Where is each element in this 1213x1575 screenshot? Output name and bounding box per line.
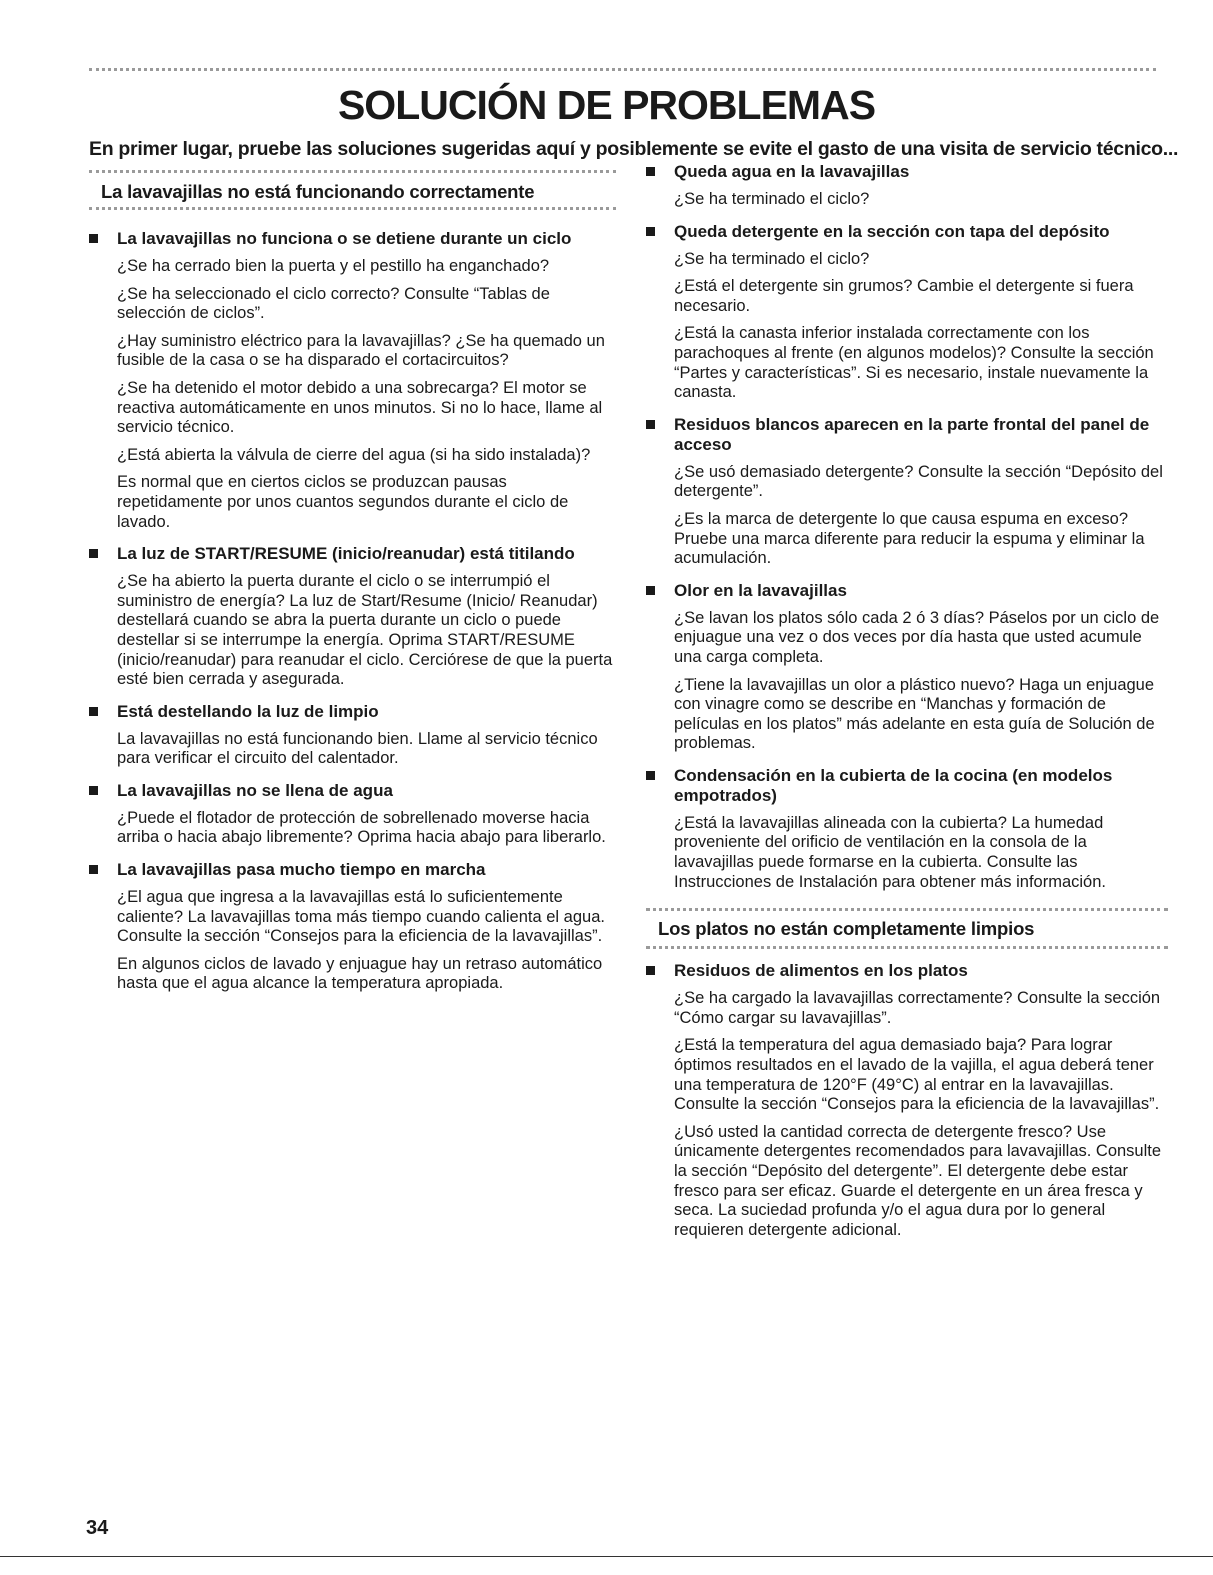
item-paragraph: ¿Se lavan los platos sólo cada 2 ó 3 días? Páselos por un ciclo de enjuague una vez o dos veces por día hasta que usted acumule una carga completa. xyxy=(674,608,1160,666)
item-heading: Está destellando la luz de limpio xyxy=(117,701,379,721)
page-number: 34 xyxy=(86,1517,109,1539)
bullet-icon xyxy=(89,234,98,243)
right-items xyxy=(646,162,1168,892)
section-title-left: La lavavajillas no está funcionando correctamente xyxy=(101,181,535,202)
bullet-icon xyxy=(89,786,98,795)
trouble-item xyxy=(89,860,616,994)
item-heading: La lavavajillas pasa mucho tiempo en marcha xyxy=(117,860,486,880)
left-column xyxy=(89,181,616,994)
item-paragraph: La lavavajillas no está funcionando bien. Llame al servicio técnico para verificar el circuito del calentador. xyxy=(117,729,598,768)
trouble-item xyxy=(646,222,1168,403)
top-divider xyxy=(89,68,1156,71)
page-title: SOLUCIÓN DE PROBLEMAS xyxy=(337,82,876,128)
bullet-icon xyxy=(646,167,655,176)
trouble-item xyxy=(89,781,616,848)
right-column xyxy=(646,162,1168,1240)
item-paragraph: ¿El agua que ingresa a la lavavajillas está lo suficientemente caliente? La lavavajillas toma más tiempo cuando calienta el agua. Consulte la sección “Consejos para la eficiencia de la lavavajillas”. xyxy=(117,888,605,946)
section-title-right: Los platos no están completamente limpios xyxy=(658,918,1035,940)
item-paragraph: ¿Está abierta la válvula de cierre del agua (si ha sido instalada)? xyxy=(117,445,591,464)
bullet-icon xyxy=(89,865,98,874)
item-paragraph: ¿Se ha terminado el ciclo? xyxy=(674,190,870,208)
bullet-icon xyxy=(89,707,98,716)
item-paragraph: ¿Se usó demasiado detergente? Consulte la sección “Depósito del detergente”. xyxy=(674,462,1163,501)
item-paragraph: ¿Está el detergente sin grumos? Cambie el detergente si fuera necesario. xyxy=(674,277,1134,315)
right-items-2 xyxy=(646,961,1168,1240)
item-paragraph: ¿Se ha cerrado bien la puerta y el pestillo ha enganchado? xyxy=(117,257,550,275)
item-paragraph: ¿Hay suministro eléctrico para la lavavajillas? ¿Se ha quemado un fusible de la casa o se ha disparado el cortacircuitos? xyxy=(117,331,605,370)
item-paragraph: ¿Está la lavavajillas alineada con la cubierta? La humedad proveniente del orificio de ventilación en la consola de la lavavajillas puede formarse en la cubierta. Consulte las Instrucciones de Instalación para obtener más información. xyxy=(674,813,1106,891)
item-heading: Residuos blancos aparecen en la parte frontal del panel de acceso xyxy=(674,414,1150,454)
trouble-item xyxy=(89,544,616,690)
section-divider-right-bottom xyxy=(646,946,1168,949)
section-divider-left-top xyxy=(89,170,616,173)
trouble-item xyxy=(646,162,1168,210)
item-paragraph: ¿Está la canasta inferior instalada correctamente con los parachoques al frente (en algunos modelos)? Consulte la sección “Partes y características”. Si es necesario, instale nuevamente la canasta. xyxy=(674,324,1154,402)
item-heading: Condensación en la cubierta de la cocina (en modelos empotrados) xyxy=(674,765,1113,805)
item-paragraph: ¿Se ha detenido el motor debido a una sobrecarga? El motor se reactiva automáticamente en unos minutos. Si no lo hace, llame al servicio técnico. xyxy=(117,378,603,437)
item-paragraph: ¿Se ha seleccionado el ciclo correcto? Consulte “Tablas de selección de ciclos”. xyxy=(117,284,550,323)
item-paragraph: ¿Es la marca de detergente lo que causa espuma en exceso? Pruebe una marca diferente para reducir la espuma y eliminar la acumulación. xyxy=(674,509,1145,568)
bullet-icon xyxy=(646,966,655,975)
trouble-item xyxy=(89,229,616,532)
item-paragraph: ¿Se ha cargado la lavavajillas correctamente? Consulte la sección “Cómo cargar su lavavajillas”. xyxy=(674,989,1161,1027)
bullet-icon xyxy=(646,420,655,429)
page-subtitle: En primer lugar, pruebe las soluciones sugeridas aquí y posiblemente se evite el gasto de una visita de servicio técnico... xyxy=(89,138,1179,160)
trouble-item xyxy=(646,415,1168,569)
item-heading: La luz de START/RESUME (inicio/reanudar) está titilando xyxy=(117,544,575,564)
item-paragraph: ¿Puede el flotador de protección de sobrellenado moverse hacia arriba o hacia abajo libremente? Oprima hacia abajo para liberarlo. xyxy=(117,808,606,847)
bullet-icon xyxy=(646,227,655,236)
item-heading: Olor en la lavavajillas xyxy=(674,580,847,600)
bullet-icon xyxy=(646,771,655,780)
left-items xyxy=(89,229,616,994)
item-heading: Queda agua en la lavavajillas xyxy=(674,162,910,181)
trouble-item xyxy=(646,766,1168,892)
trouble-item xyxy=(646,961,1168,1240)
item-paragraph: ¿Se ha abierto la puerta durante el ciclo o se interrumpió el suministro de energía? La luz de Start/Resume (Inicio/ Reanudar) destellará cuando se abra la puerta durante un ciclo o puede destellar si se interrumpe la energía. Oprima START/RESUME (inicio/reanudar) para reanudar el ciclo. Cerciórese de que la puerta esté bien cerrada y asegurada. xyxy=(117,572,613,689)
item-paragraph: En algunos ciclos de lavado y enjuague hay un retraso automático hasta que el agua alcance la temperatura apropiada. xyxy=(117,954,603,993)
item-paragraph: ¿Usó usted la cantidad correcta de detergente fresco? Use únicamente detergentes recomendados para lavavajillas. Consulte la sección “Depósito del detergente”. El detergente debe estar fresco para ser eficaz. Guarde el detergente en un área fresca y seca. La suciedad profunda y/o el agua dura por lo general requieren detergente adicional. xyxy=(674,1122,1162,1239)
item-paragraph: Es normal que en ciertos ciclos se produzcan pausas repetidamente por unos cuantos segundos durante el ciclo de lavado. xyxy=(117,473,569,531)
item-heading: La lavavajillas no funciona o se detiene durante un ciclo xyxy=(117,229,572,248)
bullet-icon xyxy=(89,549,98,558)
item-heading: Queda detergente en la sección con tapa del depósito xyxy=(674,221,1110,241)
bullet-icon xyxy=(646,586,655,595)
item-paragraph: ¿Se ha terminado el ciclo? xyxy=(674,249,870,268)
item-paragraph: ¿Está la temperatura del agua demasiado baja? Para lograr óptimos resultados en el lavado de la vajilla, el agua deberá tener una temperatura de 120°F (49°C) al entrar en la lavavajillas. Consulte la sección “Consejos para la eficiencia de la lavavajillas”. xyxy=(674,1036,1160,1114)
trouble-item xyxy=(89,702,616,769)
trouble-item xyxy=(646,581,1168,754)
item-heading: Residuos de alimentos en los platos xyxy=(674,961,968,981)
item-heading: La lavavajillas no se llena de agua xyxy=(117,780,393,800)
item-paragraph: ¿Tiene la lavavajillas un olor a plástico nuevo? Haga un enjuague con vinagre como se describe en “Manchas y formación de películas en los platos” más adelante en esta guía de Solución de problemas. xyxy=(674,675,1155,753)
footer-rule xyxy=(0,1556,1213,1557)
section-divider-right-top xyxy=(646,908,1168,911)
